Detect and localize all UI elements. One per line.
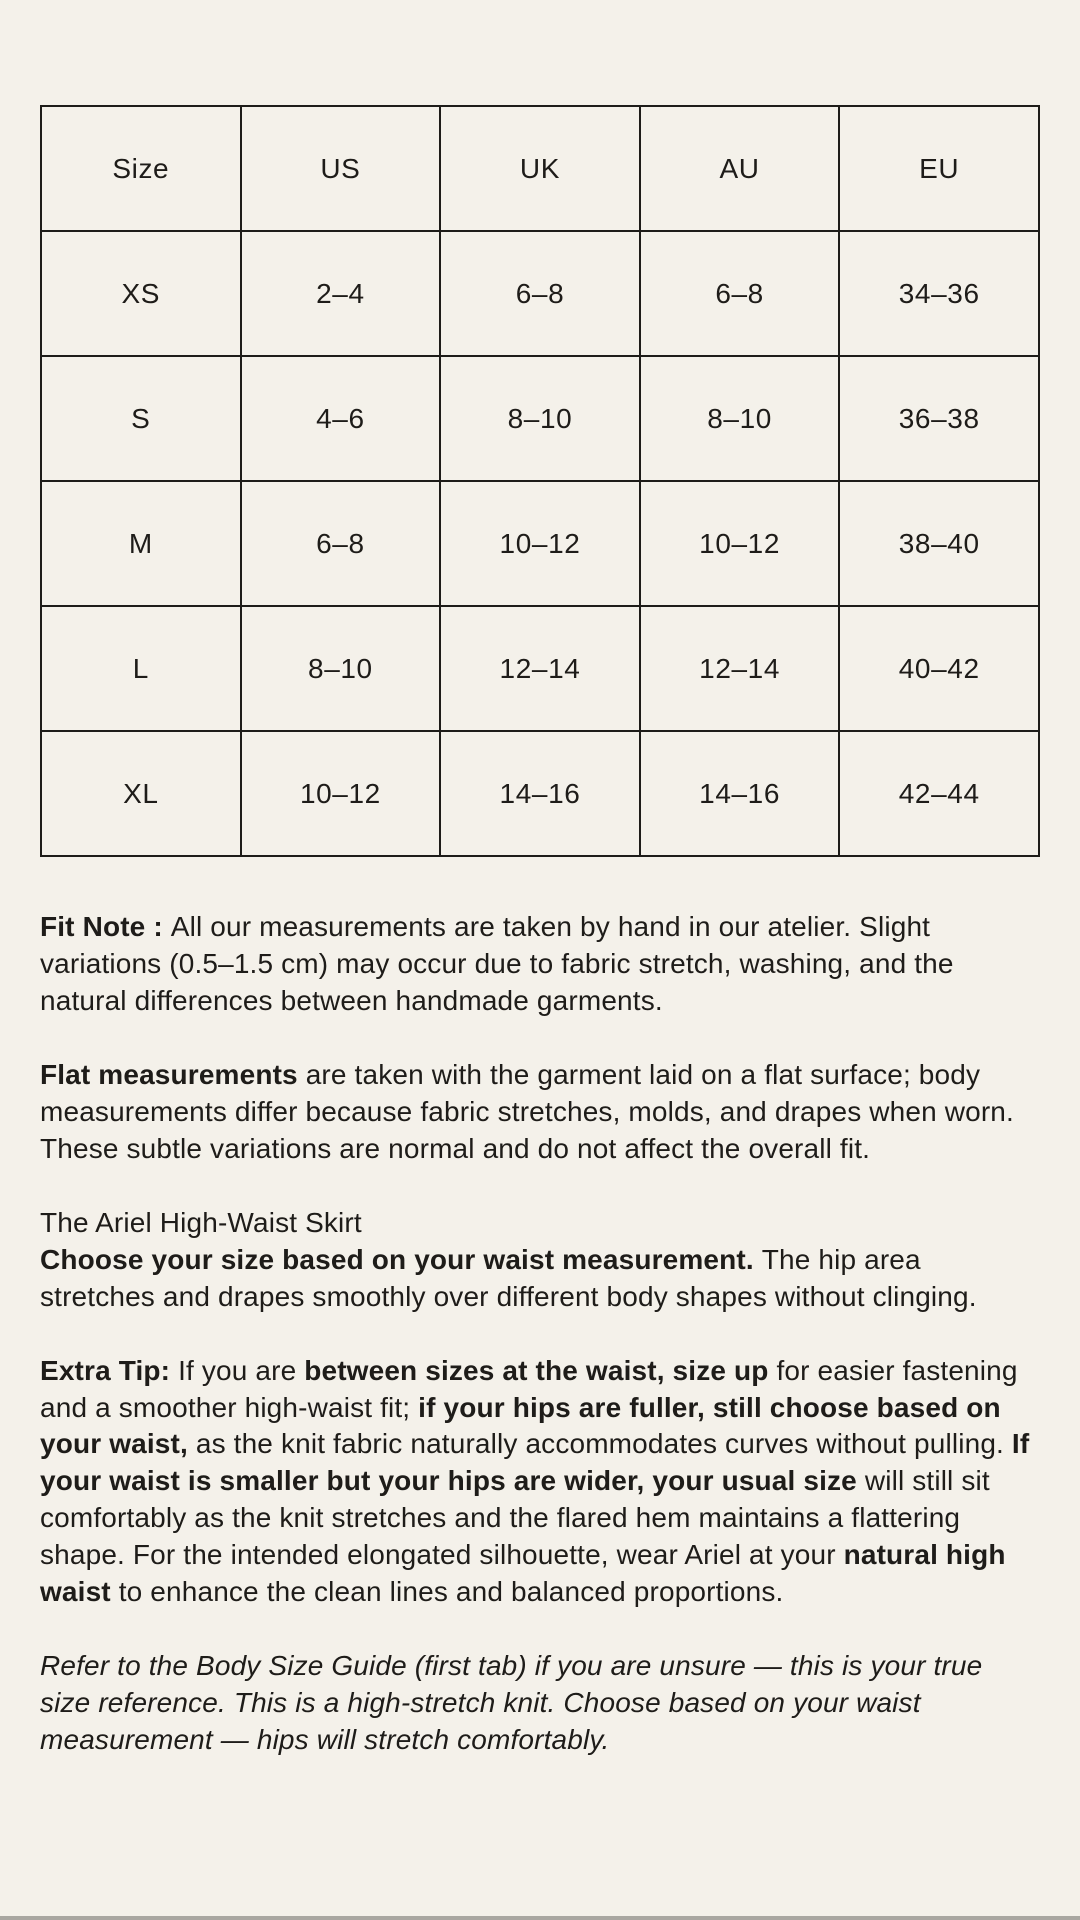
size-value-cell: 10–12: [640, 481, 840, 606]
size-chart-header-row: [41, 106, 1039, 231]
size-value-cell: 6–8: [440, 231, 640, 356]
size-value-cell: 36–38: [839, 356, 1039, 481]
size-value-cell: 6–8: [241, 481, 441, 606]
bottom-edge-divider: [0, 1916, 1080, 1920]
column-header: Size: [41, 106, 241, 231]
table-row: [41, 356, 1039, 481]
column-header: AU: [640, 106, 840, 231]
size-value-cell: 34–36: [839, 231, 1039, 356]
size-value-cell: 8–10: [640, 356, 840, 481]
size-value-cell: 14–16: [440, 731, 640, 856]
fit-note: Fit Note : All our measurements are taken by hand in our atelier. Slight variations (0.5–1.5 cm) may occur due to fabric stretch, washing, and the natural differences between handmade garments.: [40, 911, 954, 1016]
size-label-cell: XL: [41, 731, 241, 856]
size-chart-table: [40, 105, 1040, 857]
size-label-cell: L: [41, 606, 241, 731]
table-row: [41, 481, 1039, 606]
size-value-cell: 38–40: [839, 481, 1039, 606]
size-value-cell: 42–44: [839, 731, 1039, 856]
size-value-cell: 2–4: [241, 231, 441, 356]
size-value-cell: 12–14: [440, 606, 640, 731]
size-value-cell: 4–6: [241, 356, 441, 481]
size-label-cell: M: [41, 481, 241, 606]
extra-tip-note: Extra Tip: If you are between sizes at the waist, size up for easier fastening and a smoother high-waist fit; if your hips are fuller, still choose based on your waist, as the knit fabric naturally accommodates curves without pulling. If your waist is smaller but your hips are wider, your usual size will still sit comfortably as the knit stretches and the flared hem maintains a flattering shape. For the intended elongated silhouette, wear Ariel at your natural high waist to enhance the clean lines and balanced proportions.: [40, 1354, 1030, 1608]
table-row: [41, 731, 1039, 856]
size-value-cell: 6–8: [640, 231, 840, 356]
column-header: EU: [839, 106, 1039, 231]
size-value-cell: 14–16: [640, 731, 840, 856]
size-label-cell: S: [41, 356, 241, 481]
column-header: US: [241, 106, 441, 231]
fit-notes-section: [40, 909, 1040, 1759]
size-reference-note: Refer to the Body Size Guide (first tab) if you are unsure — this is your true size reference. This is a high-stretch knit. Choose based on your waist measurement — hips will stretch comfortably.: [40, 1650, 983, 1756]
size-value-cell: 12–14: [640, 606, 840, 731]
column-header: UK: [440, 106, 640, 231]
table-row: [41, 606, 1039, 731]
flat-measurements-note: Flat measurements are taken with the garment laid on a flat surface; body measurements differ because fabric stretches, molds, and drapes when worn. These subtle variations are normal and do not affect the overall fit.: [40, 1058, 1014, 1164]
size-chart: [40, 105, 1040, 857]
size-value-cell: 40–42: [839, 606, 1039, 731]
product-sizing-note: The Ariel High-Waist Skirt Choose your size based on your waist measurement. The hip area stretches and drapes smoothly over different body shapes without clinging.: [40, 1206, 977, 1312]
table-row: [41, 231, 1039, 356]
size-value-cell: 8–10: [241, 606, 441, 731]
size-label-cell: XS: [41, 231, 241, 356]
size-value-cell: 8–10: [440, 356, 640, 481]
size-value-cell: 10–12: [241, 731, 441, 856]
size-value-cell: 10–12: [440, 481, 640, 606]
